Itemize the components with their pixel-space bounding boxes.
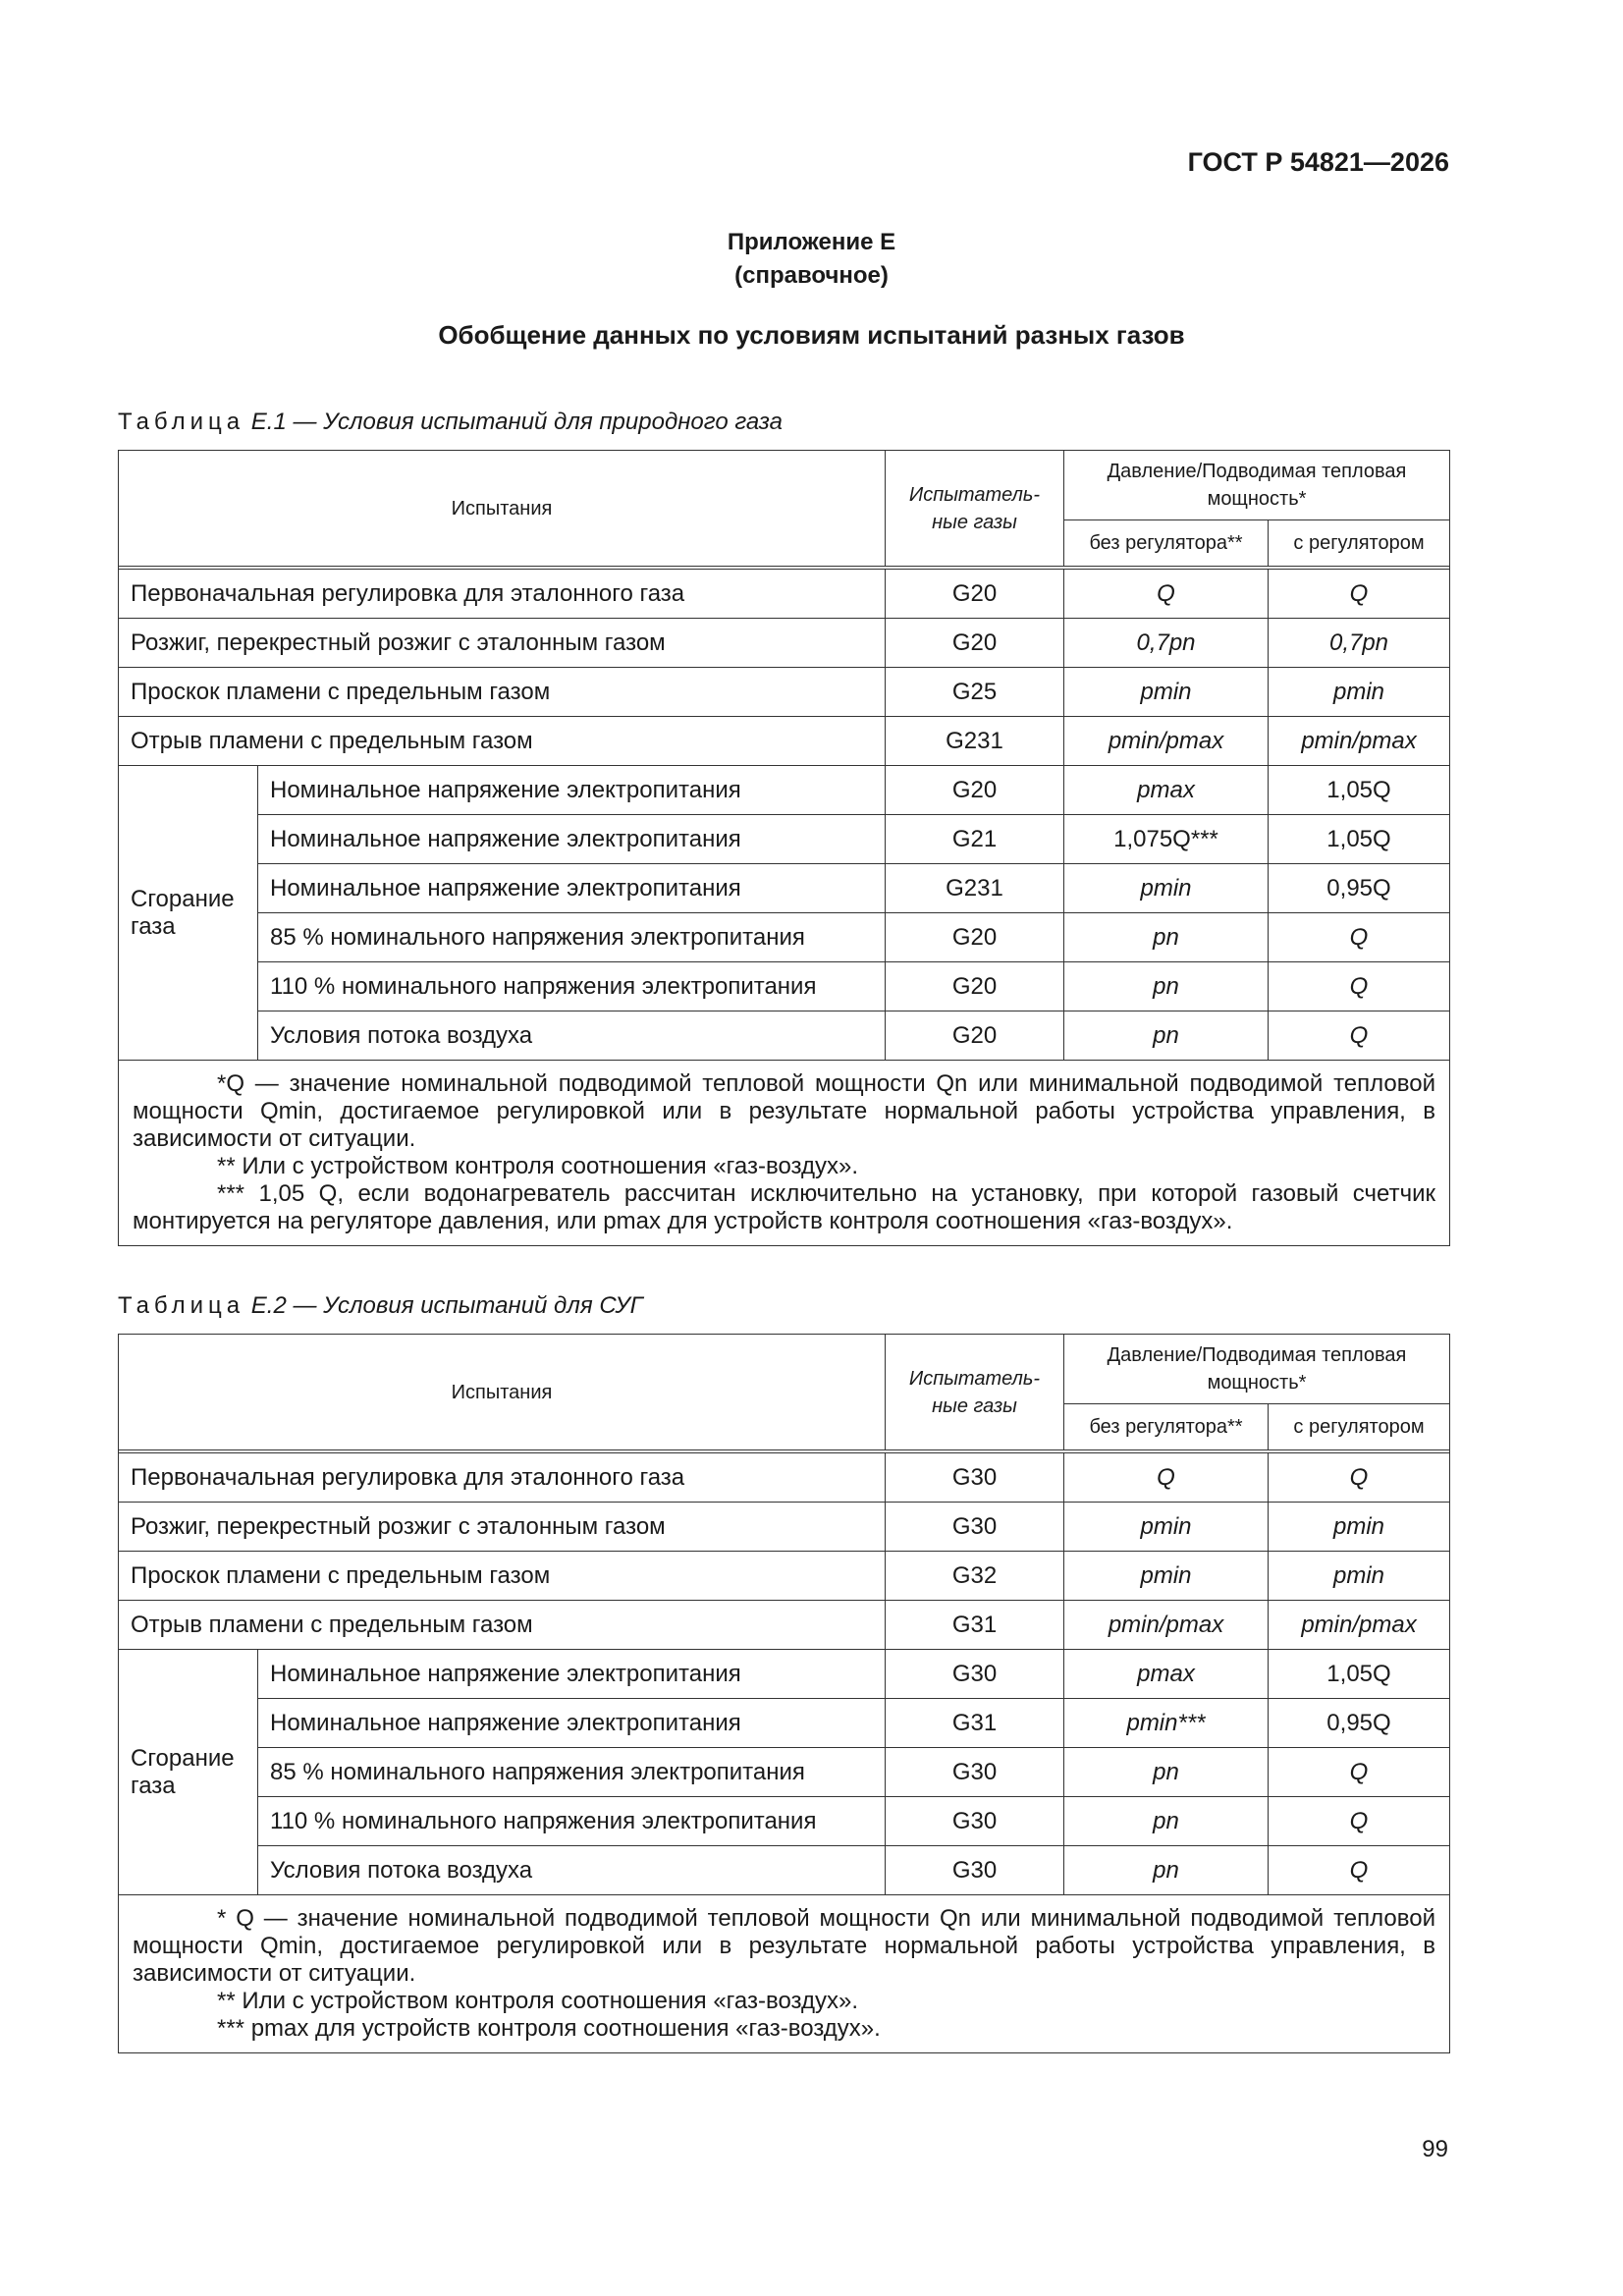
table-lpg — [118, 1334, 1450, 2053]
table-natural-gas — [118, 450, 1450, 1246]
table-row: Розжиг, перекрестный розжиг с эталонным газом G20 0,7pn 0,7pn — [119, 619, 1450, 668]
table-row: 110 % номинального напряжения электропитания G20 pn Q — [119, 962, 1450, 1011]
table-row: Условия потока воздуха G20 pn Q — [119, 1011, 1450, 1061]
footnote: *Q — значение номинальной подводимой тепловой мощности Qn или минимальной подводимой тепловой мощности Qmin, достигаемое регулировкой или в результате нормальной работы устройства управления, в зависимости от ситуации. — [133, 1070, 1435, 1152]
table-row: Первоначальная регулировка для эталонного газа G30 Q Q — [119, 1453, 1450, 1503]
table-row: 85 % номинального напряжения электропитания G20 pn Q — [119, 913, 1450, 962]
document-code: ГОСТ Р 54821—2026 — [1187, 147, 1449, 177]
footnote: * Q — значение номинальной подводимой тепловой мощности Qn или минимальной подводимой тепловой мощности Qmin, достигаемое регулировкой или в результате нормальной работы устройства управления, в зависимости от ситуации. — [133, 1905, 1435, 1987]
table-row: 110 % номинального напряжения электропитания G30 pn Q — [119, 1797, 1450, 1846]
col-header-no-regulator: без регулятора** — [1064, 520, 1269, 567]
table-row: Розжиг, перекрестный розжиг с эталонным газом G30 pmin pmin — [119, 1503, 1450, 1552]
table-row: Номинальное напряжение электропитания G231 pmin 0,95Q — [119, 864, 1450, 913]
col-header-tests: Испытания — [119, 451, 886, 567]
table-row: Номинальное напряжение электропитания G21 1,075Q*** 1,05Q — [119, 815, 1450, 864]
col-header-pressure: Давление/Подводимая тепловая мощность* — [1064, 451, 1450, 520]
col-header-with-regulator: с регулятором — [1269, 1404, 1450, 1450]
table-row: 85 % номинального напряжения электропитания G30 pn Q — [119, 1748, 1450, 1797]
combustion-label: Сгорание газа — [119, 766, 258, 1061]
table1-notes — [119, 1061, 1450, 1246]
combustion-label: Сгорание газа — [119, 1650, 258, 1895]
table1-caption: Таблица Е.1 — Условия испытаний для природного газа — [118, 409, 783, 435]
col-header-with-regulator: с регулятором — [1269, 520, 1450, 567]
footnote: ** Или с устройством контроля соотношения «газ-воздух». — [217, 1153, 859, 1179]
table2-caption: Таблица Е.2 — Условия испытаний для СУГ — [118, 1292, 643, 1319]
col-header-gases: Испытатель-ные газы — [886, 1335, 1064, 1450]
annex-label: Приложение Е — [727, 229, 896, 255]
table-row: Проскок пламени с предельным газом G32 pmin pmin — [119, 1552, 1450, 1601]
footnote: *** pmax для устройств контроля соотношения «газ-воздух». — [217, 2015, 881, 2042]
footnote: ** Или с устройством контроля соотношения «газ-воздух». — [217, 1988, 859, 2014]
footnote: *** 1,05 Q, если водонагреватель рассчитан исключительно на установку, при которой газовый счетчик монтируется на регуляторе давления, или pmax для устройств контроля соотношения «газ-воздух». — [133, 1180, 1435, 1234]
annex-heading — [0, 226, 1623, 293]
table2-notes — [119, 1895, 1450, 2053]
annex-title: Обобщение данных по условиям испытаний разных газов — [438, 320, 1185, 350]
page-number: 99 — [1422, 2136, 1448, 2162]
table-row: Отрыв пламени с предельным газом G231 pmin/pmax pmin/pmax — [119, 717, 1450, 766]
col-header-tests: Испытания — [119, 1335, 886, 1450]
table-row: Отрыв пламени с предельным газом G31 pmin/pmax pmin/pmax — [119, 1601, 1450, 1650]
table-row: Проскок пламени с предельным газом G25 pmin pmin — [119, 668, 1450, 717]
col-header-pressure: Давление/Подводимая тепловая мощность* — [1064, 1335, 1450, 1404]
table-row: Сгорание газа Номинальное напряжение электропитания G20 pmax 1,05Q — [119, 766, 1450, 815]
table-row: Сгорание газа Номинальное напряжение электропитания G30 pmax 1,05Q — [119, 1650, 1450, 1699]
col-header-gases: Испытатель-ные газы — [886, 451, 1064, 567]
table-row: Первоначальная регулировка для эталонного газа G20 Q Q — [119, 570, 1450, 619]
annex-type: (справочное) — [734, 262, 889, 289]
table-row: Номинальное напряжение электропитания G31 pmin*** 0,95Q — [119, 1699, 1450, 1748]
table-row: Условия потока воздуха G30 pn Q — [119, 1846, 1450, 1895]
col-header-no-regulator: без регулятора** — [1064, 1404, 1269, 1450]
